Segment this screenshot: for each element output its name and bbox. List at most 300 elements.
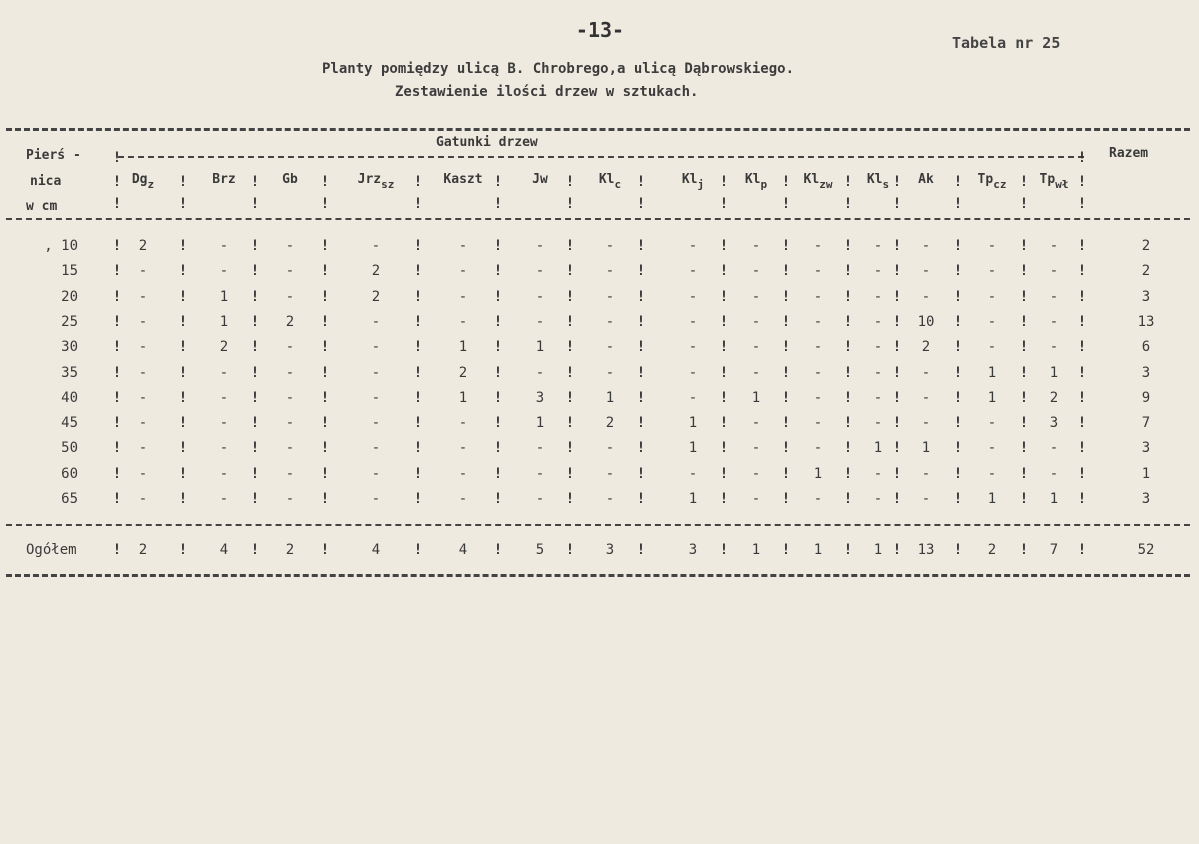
table-cell: - — [605, 440, 615, 457]
table-cell: - — [987, 313, 997, 330]
column-separator: ! — [250, 339, 260, 356]
column-separator: ! — [1019, 174, 1029, 190]
column-separator: ! — [112, 313, 122, 330]
table-cell: - — [751, 339, 761, 356]
table-cell: 1 — [458, 339, 468, 356]
column-separator: ! — [565, 339, 575, 356]
column-separator: ! — [892, 542, 902, 558]
table-cell: - — [605, 313, 615, 330]
table-cell: 1 — [1049, 364, 1059, 381]
footer-cell: 7 — [1049, 542, 1059, 558]
table-cell: - — [138, 288, 148, 305]
column-separator: ! — [493, 491, 503, 507]
column-separator: ! — [1077, 313, 1087, 330]
column-separator: ! — [1077, 491, 1087, 507]
table-cell: - — [987, 440, 997, 457]
species-header: Jrz$_{sz}$ — [357, 172, 395, 191]
footer-cell: 2 — [285, 542, 295, 558]
table-number: Tabela nr 25 — [952, 34, 1061, 52]
table-cell: - — [285, 465, 295, 482]
table-cell: - — [285, 364, 295, 381]
column-separator: ! — [1077, 150, 1087, 166]
table-cell: - — [219, 415, 229, 432]
column-separator: ! — [892, 288, 902, 305]
column-separator: ! — [178, 238, 188, 254]
column-separator: ! — [320, 465, 330, 482]
column-separator: ! — [112, 491, 122, 507]
row-diameter-label: 65 — [61, 491, 78, 507]
column-separator: ! — [250, 174, 260, 190]
column-separator: ! — [892, 313, 902, 330]
column-separator: ! — [719, 174, 729, 190]
row-total-cell: 1 — [1141, 465, 1151, 482]
footer-cell: 3 — [605, 542, 615, 558]
column-separator: ! — [413, 465, 423, 482]
table-cell: - — [219, 465, 229, 482]
row-diameter-label: 15 — [61, 263, 78, 280]
table-cell: - — [138, 415, 148, 432]
table-cell: - — [751, 313, 761, 330]
table-cell: - — [285, 288, 295, 305]
column-separator: ! — [413, 364, 423, 381]
column-separator: ! — [250, 389, 260, 406]
table-cell: - — [535, 364, 545, 381]
column-separator: ! — [1077, 196, 1087, 212]
column-separator: ! — [636, 465, 646, 482]
column-separator: ! — [892, 465, 902, 482]
table-cell: 1 — [219, 288, 229, 305]
column-separator: ! — [636, 174, 646, 190]
table-cell: - — [688, 465, 698, 482]
column-separator: ! — [953, 174, 963, 190]
table-cell: - — [688, 238, 698, 254]
total-column-label: Razem — [1109, 146, 1149, 161]
column-separator: ! — [781, 415, 791, 432]
table-cell: - — [873, 238, 883, 254]
footer-cell: 2 — [987, 542, 997, 558]
table-cell: - — [813, 238, 823, 254]
table-cell: - — [458, 491, 468, 507]
column-separator: ! — [781, 196, 791, 212]
column-separator: ! — [178, 313, 188, 330]
column-separator: ! — [1019, 389, 1029, 406]
table-cell: - — [751, 440, 761, 457]
column-separator: ! — [843, 415, 853, 432]
column-separator: ! — [719, 238, 729, 254]
table-cell: - — [751, 491, 761, 507]
footer-cell: 1 — [751, 542, 761, 558]
footer-cell: 4 — [371, 542, 381, 558]
row-diameter-label: 60 — [61, 465, 78, 482]
top-rule — [6, 128, 1190, 131]
table-cell: - — [813, 440, 823, 457]
footer-cell: 4 — [458, 542, 468, 558]
column-separator: ! — [953, 389, 963, 406]
column-separator: ! — [1019, 263, 1029, 280]
row-diameter-label: 40 — [61, 389, 78, 406]
table-cell: - — [688, 263, 698, 280]
table-cell: - — [219, 491, 229, 507]
column-separator: ! — [112, 174, 122, 190]
table-title: Planty pomiędzy ulicą B. Chrobrego,a ulicą Dąbrowskiego. — [322, 61, 795, 77]
column-separator: ! — [493, 313, 503, 330]
table-cell: - — [873, 263, 883, 280]
column-separator: ! — [112, 542, 122, 558]
column-separator: ! — [953, 415, 963, 432]
column-separator: ! — [413, 542, 423, 558]
column-separator: ! — [843, 364, 853, 381]
table-cell: - — [813, 288, 823, 305]
species-header: $Tp_{wł}$ — [1039, 172, 1069, 191]
table-cell: 1 — [688, 415, 698, 432]
column-separator: ! — [178, 389, 188, 406]
table-cell: - — [371, 415, 381, 432]
table-cell: - — [535, 491, 545, 507]
species-header: Kaszt — [443, 172, 483, 187]
column-separator: ! — [112, 389, 122, 406]
table-cell: - — [1049, 288, 1059, 305]
column-separator: ! — [178, 465, 188, 482]
pierscien-label-2: nica — [30, 174, 62, 189]
column-separator: ! — [843, 313, 853, 330]
column-separator: ! — [1077, 288, 1087, 305]
column-separator: ! — [493, 288, 503, 305]
column-separator: ! — [953, 196, 963, 212]
table-cell: - — [285, 491, 295, 507]
column-separator: ! — [413, 313, 423, 330]
table-cell: - — [987, 263, 997, 280]
table-cell: 1 — [987, 389, 997, 406]
table-cell: - — [751, 364, 761, 381]
column-separator: ! — [413, 415, 423, 432]
column-separator: ! — [953, 288, 963, 305]
column-separator: ! — [843, 174, 853, 190]
row-diameter-label: 20 — [61, 288, 78, 305]
column-separator: ! — [565, 542, 575, 558]
column-separator: ! — [719, 542, 729, 558]
column-separator: ! — [178, 364, 188, 381]
table-cell: - — [285, 339, 295, 356]
table-cell: - — [751, 238, 761, 254]
column-separator: ! — [843, 263, 853, 280]
table-cell: - — [535, 313, 545, 330]
column-separator: ! — [413, 288, 423, 305]
table-cell: - — [987, 288, 997, 305]
column-separator: ! — [781, 263, 791, 280]
column-separator: ! — [781, 440, 791, 457]
table-cell: - — [285, 238, 295, 254]
column-separator: ! — [1077, 465, 1087, 482]
column-separator: ! — [892, 339, 902, 356]
column-separator: ! — [636, 440, 646, 457]
table-cell: 2 — [371, 263, 381, 280]
column-separator: ! — [413, 174, 423, 190]
table-cell: - — [138, 339, 148, 356]
column-separator: ! — [953, 313, 963, 330]
column-separator: ! — [843, 465, 853, 482]
table-cell: 1 — [873, 440, 883, 457]
table-cell: - — [535, 238, 545, 254]
table-cell: - — [921, 238, 931, 254]
column-separator: ! — [413, 238, 423, 254]
footer-cell: 1 — [873, 542, 883, 558]
column-separator: ! — [781, 174, 791, 190]
table-cell: 1 — [987, 491, 997, 507]
column-separator: ! — [178, 542, 188, 558]
column-separator: ! — [843, 491, 853, 507]
table-cell: - — [605, 491, 615, 507]
table-cell: 2 — [458, 364, 468, 381]
column-separator: ! — [565, 174, 575, 190]
column-separator: ! — [719, 415, 729, 432]
column-separator: ! — [565, 288, 575, 305]
table-cell: 2 — [1049, 389, 1059, 406]
table-cell: 3 — [535, 389, 545, 406]
species-header: Brz — [212, 172, 236, 187]
column-separator: ! — [719, 389, 729, 406]
table-cell: - — [1049, 263, 1059, 280]
column-separator: ! — [178, 288, 188, 305]
column-separator: ! — [178, 339, 188, 356]
column-separator: ! — [320, 491, 330, 507]
column-separator: ! — [565, 313, 575, 330]
column-separator: ! — [565, 364, 575, 381]
table-cell: 2 — [219, 339, 229, 356]
table-cell: 2 — [285, 313, 295, 330]
column-separator: ! — [892, 174, 902, 190]
table-cell: - — [1049, 440, 1059, 457]
table-cell: - — [873, 288, 883, 305]
column-separator: ! — [636, 263, 646, 280]
table-cell: - — [688, 389, 698, 406]
column-separator: ! — [1077, 364, 1087, 381]
footer-cell: 3 — [688, 542, 698, 558]
column-separator: ! — [953, 364, 963, 381]
column-separator: ! — [1019, 313, 1029, 330]
table-cell: - — [138, 313, 148, 330]
column-separator: ! — [1077, 174, 1087, 190]
column-separator: ! — [636, 389, 646, 406]
column-separator: ! — [636, 364, 646, 381]
column-separator: ! — [953, 440, 963, 457]
table-cell: - — [371, 465, 381, 482]
column-separator: ! — [178, 174, 188, 190]
column-separator: ! — [719, 196, 729, 212]
column-separator: ! — [781, 288, 791, 305]
column-separator: ! — [892, 491, 902, 507]
column-separator: ! — [493, 389, 503, 406]
column-separator: ! — [112, 364, 122, 381]
row-total-cell: 2 — [1141, 263, 1151, 280]
column-separator: ! — [843, 542, 853, 558]
column-separator: ! — [112, 465, 122, 482]
table-cell: - — [535, 263, 545, 280]
column-separator: ! — [320, 196, 330, 212]
column-separator: ! — [112, 339, 122, 356]
group-header-rule — [118, 156, 1084, 158]
column-separator: ! — [719, 313, 729, 330]
column-separator: ! — [320, 174, 330, 190]
table-cell: - — [1049, 465, 1059, 482]
column-separator: ! — [1077, 440, 1087, 457]
table-cell: 1 — [535, 415, 545, 432]
table-cell: - — [285, 389, 295, 406]
column-separator: ! — [250, 542, 260, 558]
table-cell: - — [987, 465, 997, 482]
table-cell: - — [751, 263, 761, 280]
row-total-cell: 9 — [1141, 389, 1151, 406]
footer-label: Ogółem — [26, 542, 77, 558]
column-separator: ! — [250, 313, 260, 330]
column-separator: ! — [636, 491, 646, 507]
column-separator: ! — [636, 415, 646, 432]
table-cell: - — [921, 465, 931, 482]
column-separator: ! — [112, 238, 122, 254]
table-cell: - — [873, 313, 883, 330]
column-separator: ! — [565, 440, 575, 457]
column-separator: ! — [781, 364, 791, 381]
column-separator: ! — [719, 339, 729, 356]
row-diameter-label: 25 — [61, 313, 78, 330]
column-separator: ! — [320, 415, 330, 432]
row-total-cell: 7 — [1141, 415, 1151, 432]
table-cell: - — [921, 263, 931, 280]
species-header: Ak — [918, 172, 934, 187]
table-cell: - — [458, 415, 468, 432]
column-separator: ! — [1019, 465, 1029, 482]
column-separator: ! — [892, 415, 902, 432]
pierscien-label-1: Pierś - — [26, 148, 81, 163]
column-separator: ! — [250, 196, 260, 212]
column-separator: ! — [250, 491, 260, 507]
column-separator: ! — [112, 150, 122, 166]
table-cell: - — [688, 339, 698, 356]
column-separator: ! — [636, 196, 646, 212]
table-cell: - — [987, 238, 997, 254]
column-separator: ! — [953, 339, 963, 356]
table-cell: 1 — [458, 389, 468, 406]
table-cell: 2 — [605, 415, 615, 432]
table-cell: 1 — [219, 313, 229, 330]
table-cell: - — [458, 440, 468, 457]
column-separator: ! — [493, 238, 503, 254]
column-separator: ! — [843, 288, 853, 305]
row-total-cell: 2 — [1141, 238, 1151, 254]
column-separator: ! — [320, 364, 330, 381]
column-separator: ! — [636, 288, 646, 305]
table-cell: - — [605, 364, 615, 381]
column-separator: ! — [320, 339, 330, 356]
table-cell: - — [138, 389, 148, 406]
grand-total-cell: 52 — [1137, 542, 1155, 558]
table-cell: - — [138, 364, 148, 381]
table-cell: - — [873, 415, 883, 432]
species-header: $Kl_s$ — [866, 172, 890, 191]
table-cell: 10 — [917, 313, 935, 330]
footer-cell: 1 — [813, 542, 823, 558]
table-cell: - — [371, 491, 381, 507]
column-separator: ! — [250, 263, 260, 280]
table-cell: - — [1049, 339, 1059, 356]
column-separator: ! — [719, 465, 729, 482]
table-cell: - — [813, 415, 823, 432]
table-cell: 1 — [813, 465, 823, 482]
species-group-label: Gatunki drzew — [432, 135, 542, 150]
table-cell: 1 — [688, 491, 698, 507]
table-cell: - — [813, 263, 823, 280]
row-total-cell: 6 — [1141, 339, 1151, 356]
header-bottom-rule — [6, 218, 1190, 220]
column-separator: ! — [1077, 263, 1087, 280]
table-cell: - — [458, 288, 468, 305]
table-cell: - — [219, 238, 229, 254]
column-separator: ! — [320, 440, 330, 457]
column-separator: ! — [413, 389, 423, 406]
column-separator: ! — [953, 542, 963, 558]
table-cell: - — [605, 288, 615, 305]
table-subtitle: Zestawienie ilości drzew w sztukach. — [395, 84, 699, 100]
column-separator: ! — [178, 491, 188, 507]
column-separator: ! — [565, 415, 575, 432]
column-separator: ! — [1019, 542, 1029, 558]
column-separator: ! — [320, 238, 330, 254]
table-cell: 2 — [921, 339, 931, 356]
column-separator: ! — [843, 339, 853, 356]
column-separator: ! — [1019, 288, 1029, 305]
table-cell: 1 — [688, 440, 698, 457]
footer-cell: 2 — [138, 542, 148, 558]
row-total-cell: 3 — [1141, 491, 1151, 507]
table-cell: - — [921, 389, 931, 406]
column-separator: ! — [112, 288, 122, 305]
column-separator: ! — [1077, 389, 1087, 406]
column-separator: ! — [719, 364, 729, 381]
table-cell: 1 — [751, 389, 761, 406]
column-separator: ! — [178, 196, 188, 212]
column-separator: ! — [250, 465, 260, 482]
column-separator: ! — [1077, 542, 1087, 558]
table-cell: 1 — [605, 389, 615, 406]
table-cell: - — [371, 364, 381, 381]
species-header: $Kl_c$ — [598, 172, 622, 191]
footer-cell: 4 — [219, 542, 229, 558]
table-cell: - — [605, 263, 615, 280]
species-header: Gb — [282, 172, 298, 187]
column-separator: ! — [320, 542, 330, 558]
table-cell: - — [138, 465, 148, 482]
table-cell: - — [138, 491, 148, 507]
column-separator: ! — [636, 339, 646, 356]
column-separator: ! — [250, 415, 260, 432]
table-cell: - — [535, 288, 545, 305]
column-separator: ! — [250, 288, 260, 305]
table-cell: - — [605, 465, 615, 482]
table-cell: - — [873, 364, 883, 381]
column-separator: ! — [413, 263, 423, 280]
table-cell: - — [605, 238, 615, 254]
table-cell: - — [751, 415, 761, 432]
column-separator: ! — [953, 465, 963, 482]
species-header: Jw — [532, 172, 548, 187]
pierscien-label-3: w cm — [26, 199, 58, 214]
table-cell: - — [873, 339, 883, 356]
column-separator: ! — [178, 263, 188, 280]
column-separator: ! — [565, 491, 575, 507]
column-separator: ! — [843, 196, 853, 212]
column-separator: ! — [892, 263, 902, 280]
species-header: $Dg_z$ — [131, 172, 155, 191]
table-cell: - — [873, 491, 883, 507]
